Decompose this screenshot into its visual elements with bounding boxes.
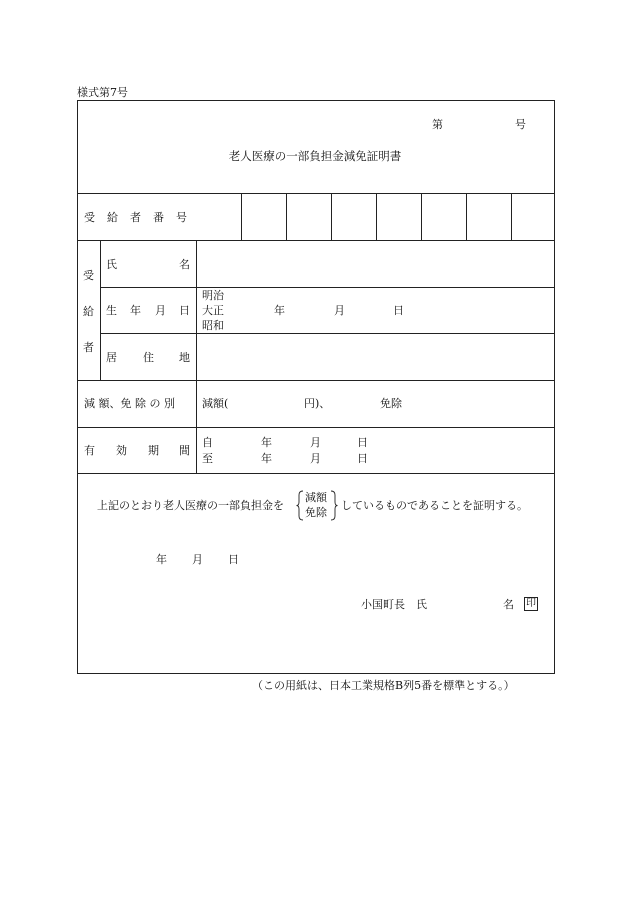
document-title: 老人医療の一部負担金減免証明書	[228, 149, 402, 163]
signer-label: 小国町長 氏	[361, 598, 427, 611]
address-label: 居	[106, 351, 117, 364]
divider	[77, 380, 555, 381]
divider	[77, 473, 555, 474]
to-day-unit: 日	[357, 452, 368, 465]
birth-day-unit: 日	[393, 304, 404, 317]
footer-note: （この用紙は、日本工業規格B列5番を標準とする。）	[252, 679, 515, 692]
reduction-amount-prefix: 減額(	[202, 397, 229, 410]
birth-month-unit: 月	[334, 304, 345, 317]
validity-label: 間	[179, 444, 190, 457]
recipient-group-label: 者	[83, 341, 94, 354]
cert-day-unit: 日	[228, 553, 239, 566]
divider	[100, 287, 555, 288]
reduction-label: 減 額、免 除 の 別	[84, 397, 175, 410]
number-box[interactable]	[377, 194, 421, 240]
number-box[interactable]	[422, 194, 466, 240]
option-reduction[interactable]: 減額	[305, 491, 327, 504]
cert-month-unit: 月	[192, 553, 203, 566]
number-box[interactable]	[467, 194, 511, 240]
number-box[interactable]	[287, 194, 331, 240]
birth-label: 月	[155, 304, 166, 317]
number-box[interactable]	[512, 194, 555, 240]
divider	[196, 240, 197, 473]
birth-label: 生	[106, 304, 117, 317]
birth-label: 年	[130, 304, 141, 317]
seal-stamp: 印	[526, 598, 536, 609]
number-suffix: 号	[515, 118, 526, 131]
validity-label: 期	[148, 444, 159, 457]
to-month-unit: 月	[310, 452, 321, 465]
signer-name-suffix: 名	[503, 598, 514, 611]
from-day-unit: 日	[357, 436, 368, 449]
name-field[interactable]	[198, 242, 553, 286]
to-year-unit: 年	[261, 452, 272, 465]
reduction-amount-suffix: 円)、	[304, 397, 331, 410]
divider	[100, 333, 555, 334]
number-box[interactable]	[332, 194, 376, 240]
number-box[interactable]	[242, 194, 286, 240]
validity-label: 有	[84, 444, 95, 457]
certificate-form	[77, 100, 555, 674]
era-taisho[interactable]: 大正	[202, 304, 224, 317]
number-prefix: 第	[432, 118, 443, 131]
validity-from: 自	[202, 436, 213, 449]
option-exemption[interactable]: 免除	[305, 506, 327, 519]
form-id: 様式第7号	[77, 86, 128, 99]
divider	[77, 240, 555, 241]
certification-text-after: しているものであることを証明する。	[341, 499, 528, 512]
recipient-group-label: 受	[83, 269, 94, 282]
era-meiji[interactable]: 明治	[202, 289, 224, 302]
birth-year-unit: 年	[274, 304, 285, 317]
exemption-option[interactable]: 免除	[380, 397, 402, 410]
divider	[100, 240, 101, 380]
from-year-unit: 年	[261, 436, 272, 449]
from-month-unit: 月	[310, 436, 321, 449]
birth-label: 日	[179, 304, 190, 317]
address-label: 地	[179, 351, 190, 364]
address-field[interactable]	[198, 335, 553, 379]
recipient-group-label: 給	[83, 305, 94, 318]
certification-text-before: 上記のとおり老人医療の一部負担金を	[97, 499, 284, 512]
divider	[77, 427, 555, 428]
recipient-number-label: 受 給 者 番 号	[84, 211, 188, 224]
name-label: 氏	[106, 258, 117, 271]
name-label: 名	[179, 258, 190, 271]
validity-label: 効	[116, 444, 127, 457]
option-brace	[296, 490, 338, 521]
cert-year-unit: 年	[156, 553, 167, 566]
validity-to: 至	[202, 452, 213, 465]
era-showa[interactable]: 昭和	[202, 319, 224, 332]
address-label: 住	[143, 351, 154, 364]
